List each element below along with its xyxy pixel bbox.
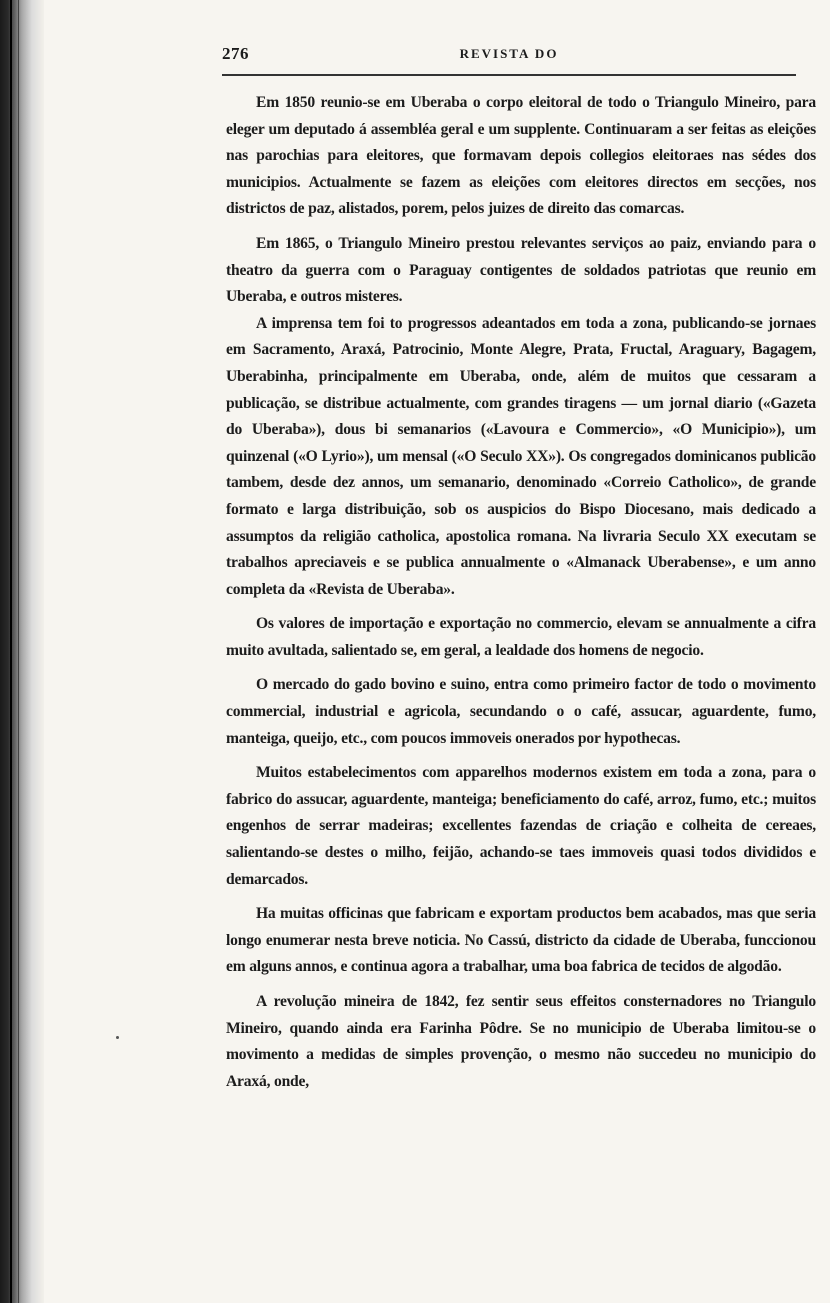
paragraph: Muitos estabelecimentos com apparelhos modernos existem em toda a zona, para o fabrico do assucar, aguardente, manteiga; beneficiamento do café, arroz, fumo, etc.; muitos engenhos de serrar madeiras; excellentes fazendas de criação e colheita de cereaes, salientando-se destes o milho, feijão, achando-se taes immoveis quasi todos divididos e demarcados. [226, 764, 816, 888]
body-text [226, 90, 816, 1103]
page-header [222, 44, 796, 74]
paragraph: Em 1850 reunio-se em Uberaba o corpo eleitoral de todo o Triangulo Mineiro, para eleger um deputado á assembléa geral e um supplente. Continuaram a ser feitas as eleições nas parochias para eleitores, que formavam depois collegios eleitoraes nas sédes dos municipios. Actualmente se fazem as eleições com eleitores directos em secções, nos districtos de paz, alistados, porem, pelos juizes de direito das comarcas. [226, 94, 816, 218]
running-title: REVISTA DO [459, 46, 559, 61]
paragraph: A imprensa tem foi to progressos adeantados em toda a zona, publicando-se jornaes em Sacramento, Araxá, Patrocinio, Monte Alegre, Prata, Fructal, Araguary, Bagagem, Uberabinha, principalmente em Uberaba, onde, além de muitos que cessaram a publicação, se distribue actualmente, com grandes tiragens — um jornal diario («Gazeta do Uberaba»), dous bi semanarios («Lavoura e Commercio», «O Municipio»), um quinzenal («O Lyrio»), um mensal («O Seculo XX»). Os congregados dominicanos publicão tambem, desde dez annos, um semanario, denominado «Correio Catholico», de grande formato e larga distribuição, sob os auspicios do Bispo Diocesano, mais dedicado a assumptos da religião catholica, apostolica romana. Na livraria Seculo XX executam se trabalhos apreciaveis e se publica annualmente o «Almanack Uberabense», e um anno completa da «Revista de Uberaba». [226, 314, 816, 598]
speck [116, 1036, 119, 1039]
paragraph: Os valores de importação e exportação no commercio, elevam se annualmente a cifra muito avultada, salientado se, em geral, a lealdade dos homens de negocio. [226, 615, 816, 659]
book-spine-shadow [0, 0, 44, 1303]
spine-edge-line [18, 0, 19, 1303]
header-rule [222, 74, 796, 76]
paragraph: Em 1865, o Triangulo Mineiro prestou relevantes serviços ao paiz, enviando para o theatro da guerra com o Paraguay contigentes de soldados patriotas que reunio em Uberaba, e outros misteres. [226, 234, 816, 306]
spine-edge-line [10, 0, 12, 1303]
page-number: 276 [222, 44, 249, 63]
paragraph: Ha muitas officinas que fabricam e exportam productos bem acabados, mas que seria longo enumerar nesta breve noticia. No Cassú, districto da cidade de Uberaba, funccionou em alguns annos, e continua agora a trabalhar, uma boa fabrica de tecidos de algodão. [226, 905, 816, 976]
paragraph: O mercado do gado bovino e suino, entra como primeiro factor de todo o movimento commercial, industrial e agricola, secundando o o café, assucar, aguardente, fumo, manteiga, queijo, etc., com poucos immoveis onerados por hypothecas. [226, 676, 816, 747]
paragraph: A revolução mineira de 1842, fez sentir seus effeitos consternadores no Triangulo Mineiro, quando ainda era Farinha Pôdre. Se no municipio de Uberaba limitou-se o movimento a medidas de simples provenção, o mesmo não succedeu no municipio do Araxá, onde, [226, 993, 816, 1090]
